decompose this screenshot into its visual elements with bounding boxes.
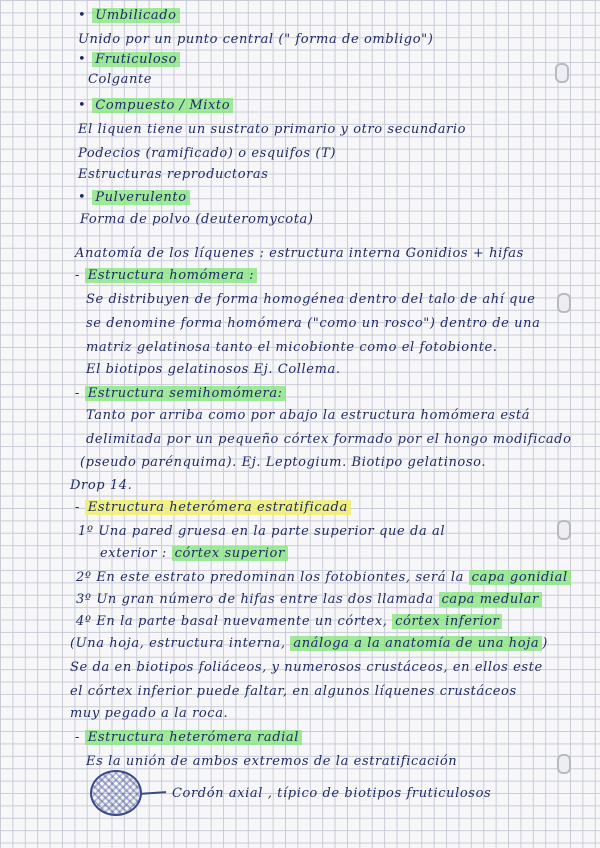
note-text: Umbilicado	[92, 8, 179, 23]
note-line	[78, 167, 269, 182]
note-text: Unido por un punto central (" forma de ombligo")	[78, 32, 434, 47]
highlighted-text: córtex inferior	[392, 614, 502, 629]
highlighted-text: córtex superior	[172, 546, 288, 561]
dash-marker: -	[75, 268, 85, 283]
note-line	[172, 786, 491, 801]
note-text: se denomine forma homómera ("como un rosco") dentro de una	[86, 316, 541, 331]
note-text: muy pegado a la roca.	[70, 706, 229, 721]
note-line	[78, 190, 190, 205]
note-text: 4º En la parte basal nuevamente un córtex, córtex inferior	[76, 614, 502, 629]
note-line	[80, 455, 486, 470]
note-line	[76, 592, 542, 607]
bullet-icon: •	[78, 52, 87, 67]
note-text: El liquen tiene un sustrato primario y otro secundario	[78, 122, 467, 137]
punch-hole	[557, 293, 571, 313]
note-text: 2º En este estrato predominan los fotobiontes, será la capa gonidial	[76, 570, 571, 585]
note-text: Anatomía de los líquenes : estructura interna Gonidios + hifas	[75, 246, 524, 261]
note-line	[78, 524, 445, 539]
bullet-icon: •	[78, 8, 87, 23]
note-line	[70, 684, 517, 699]
dash-marker: -	[75, 730, 85, 745]
note-text: Pulverulento	[92, 190, 189, 205]
bullet-icon: •	[78, 98, 87, 113]
note-line	[78, 146, 336, 161]
note-line	[76, 570, 571, 585]
note-text: Estructura homómera :	[85, 268, 257, 283]
note-text: exterior : córtex superior	[100, 546, 288, 561]
dash-marker: -	[75, 500, 85, 515]
note-line	[70, 478, 132, 493]
note-text: Drop 14.	[70, 478, 133, 493]
note-text: Es la unión de ambos extremos de la estratificación	[86, 754, 458, 769]
punch-hole	[555, 63, 569, 83]
highlighted-text: capa medular	[439, 592, 542, 607]
note-line	[75, 500, 351, 515]
note-text: El biotipos gelatinosos Ej. Collema.	[86, 362, 341, 377]
note-line	[70, 706, 228, 721]
note-line	[70, 660, 543, 675]
note-line	[86, 292, 535, 307]
dash-marker: -	[75, 386, 85, 401]
note-text: matriz gelatinosa tanto el micobionte como el fotobionte.	[86, 340, 498, 355]
note-line	[86, 362, 341, 377]
note-line	[86, 432, 572, 447]
highlighted-text: capa gonidial	[469, 570, 571, 585]
note-line	[86, 316, 540, 331]
note-line	[88, 72, 152, 87]
punch-hole	[557, 520, 571, 540]
note-line	[78, 52, 180, 67]
punch-hole	[557, 754, 571, 774]
note-line	[78, 122, 466, 137]
note-line	[75, 730, 302, 745]
note-text: (Una hoja, estructura interna, análoga a la anatomía de una hoja )	[70, 636, 548, 651]
note-text: Podecios (ramificado) o esquifos (T)	[78, 146, 337, 161]
note-text: Se da en biotipos foliáceos, y numerosos crustáceos, en ellos este	[70, 660, 543, 675]
lichen-cross-section-drawing	[90, 770, 142, 816]
note-line	[86, 408, 530, 423]
note-line	[86, 754, 457, 769]
note-line	[75, 246, 524, 261]
bullet-icon: •	[78, 190, 87, 205]
note-text: Forma de polvo (deuteromycota)	[80, 212, 314, 227]
note-text: Cordón axial , típico de biotipos fruticulosos	[172, 786, 492, 801]
note-line	[86, 340, 498, 355]
note-text: 1º Una pared gruesa en la parte superior que da al	[78, 524, 446, 539]
note-text: Estructura semihomómera:	[85, 386, 286, 401]
note-text: Colgante	[88, 72, 153, 87]
note-line	[70, 636, 548, 651]
note-line	[78, 98, 233, 113]
note-text: el córtex inferior puede faltar, en algunos líquenes crustáceos	[70, 684, 517, 699]
note-line	[75, 268, 257, 283]
note-text: (pseudo parénquima). Ej. Leptogium. Biotipo gelatinoso.	[80, 455, 487, 470]
note-line	[78, 8, 180, 23]
note-text: Tanto por arriba como por abajo la estructura homómera está	[86, 408, 531, 423]
highlighted-text: análoga a la anatomía de una hoja	[290, 636, 542, 651]
note-text: delimitada por un pequeño córtex formado por el hongo modificado	[86, 432, 572, 447]
note-line	[76, 614, 502, 629]
note-text: Estructura heterómera estratificada	[85, 500, 351, 515]
note-text: Fruticuloso	[92, 52, 180, 67]
drawing-pointer-line	[140, 791, 166, 795]
note-text: Estructuras reproductoras	[78, 167, 269, 182]
note-text: 3º Un gran número de hifas entre las dos llamada capa medular	[76, 592, 542, 607]
note-line	[100, 546, 288, 561]
note-line	[80, 212, 314, 227]
note-text: Estructura heterómera radial	[85, 730, 302, 745]
note-text: Se distribuyen de forma homogénea dentro del talo de ahí que	[86, 292, 536, 307]
note-line	[78, 32, 433, 47]
note-text: Compuesto / Mixto	[92, 98, 233, 113]
note-line	[75, 386, 286, 401]
